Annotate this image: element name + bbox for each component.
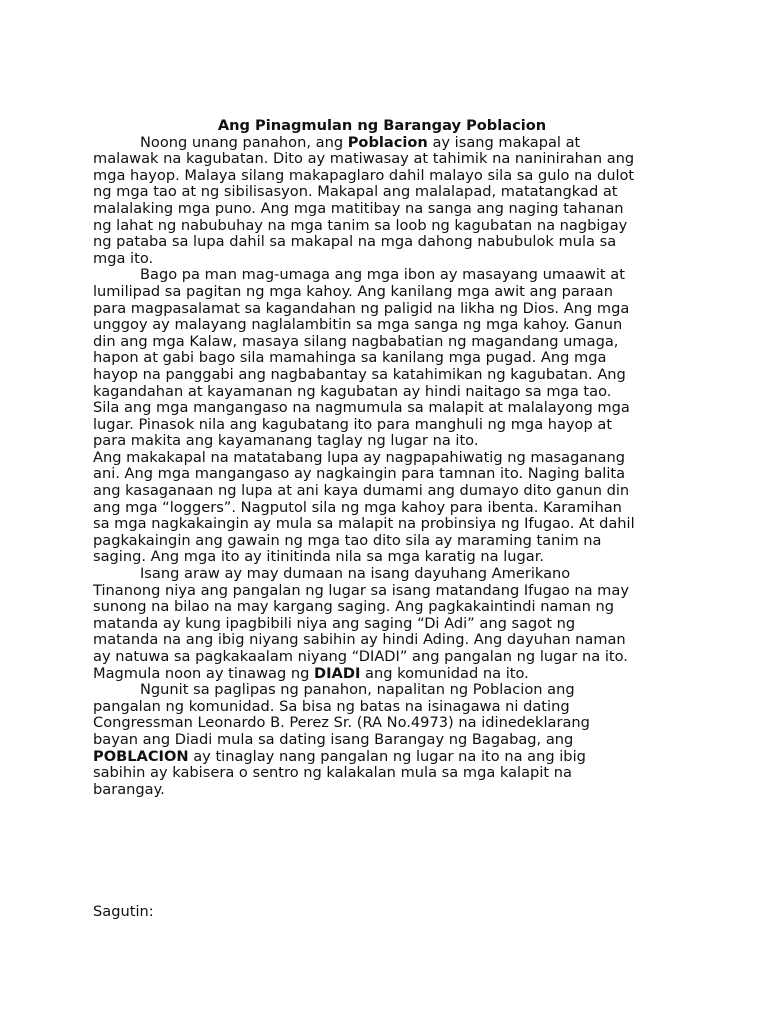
paragraph-line: ng lahat ng nabubuhay na mga tanim sa loob ng kagubatan na nagbigay [93,216,628,234]
paragraph-line: unggoy ay malayang naglalambitin sa mga sanga ng mga kahoy. Ganun [93,316,623,334]
paragraph-line: kagandahan at kayamanan ng kagubatan ay hindi naitago sa mga tao. [93,382,612,400]
paragraph-line: matanda ay kung ipagbibili niya ang saging “Di Adi” ang sagot ng [93,614,576,632]
paragraph-line: sunong na bilao na may kargang saging. Ang pagkakaintindi naman ng [93,598,614,616]
paragraph-line: sabihin ay kabisera o sentro ng kalakalan mula sa mga kalapit na [93,764,572,782]
text-run: ang komunidad na ito. [360,664,529,682]
text-run: Magmula noon ay tinawag ng [93,664,315,682]
paragraph-line [93,749,671,766]
text-run: ay isang makapal at [427,133,581,151]
paragraph-line: mga hayop. Malaya silang makapaglaro dahil malayo sila sa gulo na dulot [93,166,635,184]
paragraph-line: ani. Ang mga mangangaso ay nagkaingin para tamnan ito. Naging balita [93,465,626,483]
sagutin-label: Sagutin: [93,903,154,920]
bold-term-poblacion: Poblacion [347,133,428,151]
text-run: ay tinaglay nang pangalan ng lugar na ito na ang ibig [188,747,586,765]
paragraph-line: saging. Ang mga ito ay itinitinda nila sa mga karatig na lugar. [93,548,545,566]
paragraph-line: hayop na panggabi ang nagbabantay sa katahimikan ng kagubatan. Ang [93,365,626,383]
bold-term-diadi: DIADI [314,664,361,682]
paragraph-line: para makita ang kayamanang taglay ng lugar na ito. [93,432,479,450]
paragraph-line: Sila ang mga mangangaso na nagmumula sa malapit at malalayong mga [93,399,630,417]
paragraph-line: pagkakaingin ang gawain ng mga tao dito sila ay maraming tanim na [93,531,602,549]
paragraph-line: ng pataba sa lupa dahil sa makapal na mga dahong nabubulok mula sa [93,233,617,251]
paragraph-line: ang mga “loggers”. Nagputol sila ng mga kahoy para ibenta. Karamihan [93,498,622,516]
paragraph-line [93,135,671,152]
paragraph-2 [93,267,671,450]
paragraph-line: malawak na kagubatan. Dito ay matiwasay at tahimik na naninirahan ang [93,150,635,168]
bold-term-poblacion-caps: POBLACION [93,747,189,765]
paragraph-line: Congressman Leonardo B. Perez Sr. (RA No.4973) na idinedeklarang [93,714,590,732]
paragraph-line [93,666,671,683]
paragraph-line: lumilipad sa pagitan ng mga kahoy. Ang kanilang mga awit ang paraan [93,282,613,300]
document-body [93,118,671,798]
paragraph-4 [93,566,671,682]
paragraph-line: bayan ang Diadi mula sa dating isang Barangay ng Bagabag, ang [93,730,574,748]
paragraph-line: pangalan ng komunidad. Sa bisa ng batas na isinagawa ni dating [93,697,570,715]
document-title: Ang Pinagmulan ng Barangay Poblacion [217,117,547,134]
paragraph-line: Ngunit sa paglipas ng panahon, napalitan ng Poblacion ang [140,681,575,699]
paragraph-line: hapon at gabi bago sila mamahinga sa kanilang mga pugad. Ang mga [93,349,607,367]
paragraph-line: ang kasaganaan ng lupa at ani kaya dumami ang dumayo dito ganun din [93,482,630,500]
paragraph-3 [93,450,671,566]
paragraph-line: ay natuwa sa pagkakaalam niyang “DIADI” ang pangalan ng lugar na ito. [93,648,628,665]
paragraph-line: matanda na ang ibig niyang sabihin ay hindi Ading. Ang dayuhan naman [93,631,626,649]
paragraph-line: din ang mga Kalaw, masaya silang nagbabatian ng magandang umaga, [93,332,619,350]
paragraph-line: barangay. [93,780,165,798]
paragraph-line: lugar. Pinasok nila ang kagubatang ito para manghuli ng mga hayop at [93,415,613,433]
paragraph-line: ng mga tao at ng sibilisasyon. Makapal ang malalapad, matatangkad at [93,183,618,201]
paragraph-line: Ang makakapal na matatabang lupa ay nagpapahiwatig ng masaganang [93,448,626,466]
paragraph-line: Tinanong niya ang pangalan ng lugar sa isang matandang Ifugao na may [93,581,629,599]
paragraph-line: sa mga nagkakaingin ay mula sa malapit na probinsiya ng Ifugao. At dahil [93,515,635,533]
paragraph-line: malalaking mga puno. Ang mga matitibay na sanga ang naging tahanan [93,199,624,217]
paragraph-line: Bago pa man mag-umaga ang mga ibon ay masayang umaawit at [140,266,625,284]
text-run: Noong unang panahon, ang [140,133,348,151]
paragraph-line: para magpasalamat sa kagandahan ng paligid na likha ng Dios. Ang mga [93,299,630,317]
paragraph-1 [93,135,671,268]
paragraph-line: mga ito. [93,249,154,267]
paragraph-5 [93,682,671,798]
paragraph-line: Isang araw ay may dumaan na isang dayuhang Amerikano [140,565,571,583]
